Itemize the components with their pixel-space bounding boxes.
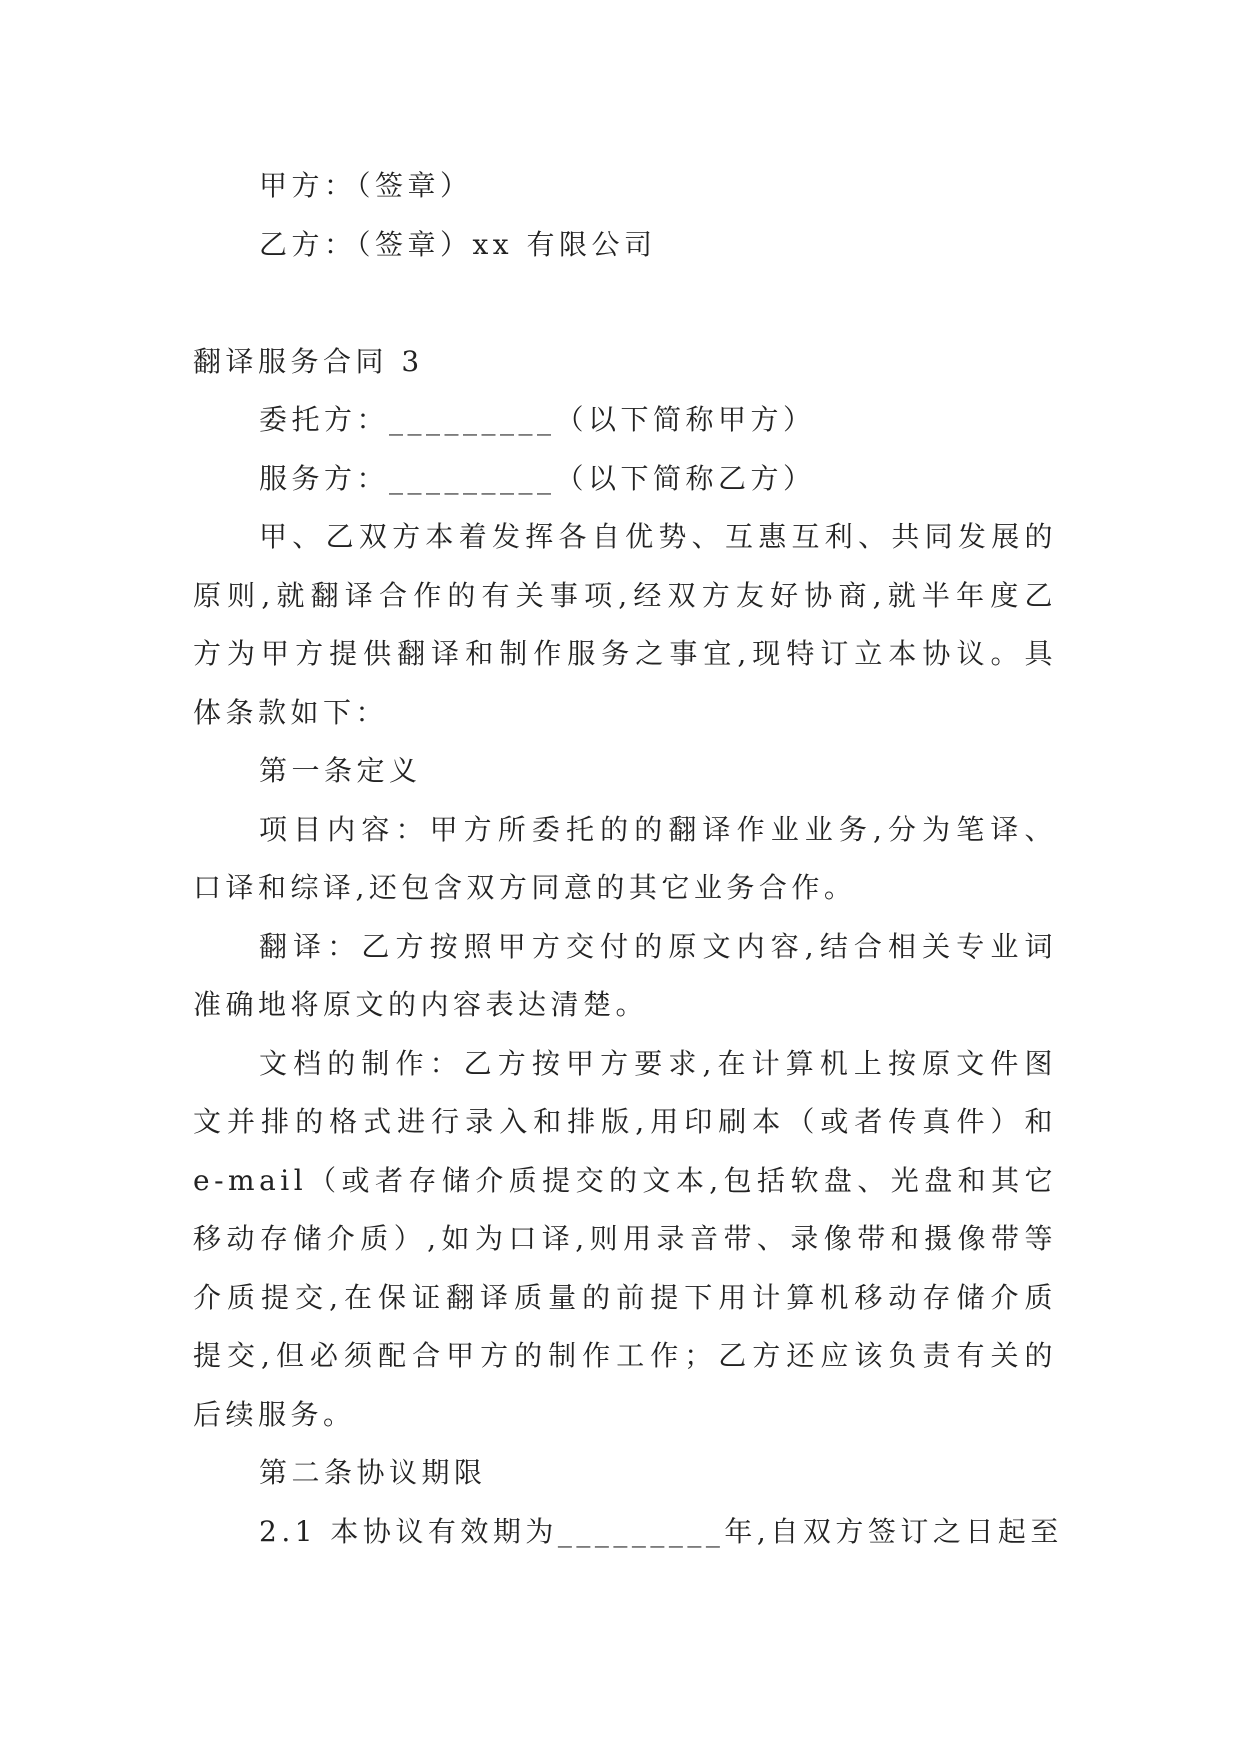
document-production-line: 后续服务。 xyxy=(193,1397,356,1431)
document-production-line: 文并排的格式进行录入和排版,用印刷本（或者传真件）和 xyxy=(193,1105,1057,1138)
blank-line xyxy=(193,274,1057,333)
project-content-line: 项目内容：甲方所委托的的翻译作业业务,分为笔译、 xyxy=(259,812,1057,846)
party-client-line: 委托方：_________（以下简称甲方） xyxy=(259,403,816,436)
preamble-line: 甲、乙双方本着发挥各自优势、互惠互利、共同发展的 xyxy=(259,520,1057,553)
article-1-heading: 第一条定义 xyxy=(259,754,422,787)
signature-party-b: 乙方：（签章）xx 有限公司 xyxy=(259,227,657,261)
translation-line: 准确地将原文的内容表达清楚。 xyxy=(193,988,649,1021)
article-2-heading: 第二条协议期限 xyxy=(259,1456,487,1489)
project-content-line: 口译和综译,还包含双方同意的其它业务合作。 xyxy=(193,871,857,904)
document-production-line: 介质提交,在保证翻译质量的前提下用计算机移动存储介质 xyxy=(193,1280,1057,1314)
preamble-line: 原则,就翻译合作的有关事项,经双方友好协商,就半年度乙 xyxy=(193,578,1057,612)
signature-party-a: 甲方：（签章） xyxy=(259,169,473,202)
document-production-line: 文档的制作：乙方按甲方要求,在计算机上按原文件图 xyxy=(259,1046,1057,1080)
contract-title: 翻译服务合同 3 xyxy=(193,344,424,378)
party-provider-line: 服务方：_________（以下简称乙方） xyxy=(259,461,816,495)
document-production-line: 移动存储介质）,如为口译,则用录音带、录像带和摄像带等 xyxy=(193,1222,1057,1255)
translation-line: 翻译：乙方按照甲方交付的原文内容,结合相关专业词 xyxy=(259,929,1057,963)
document-production-line: 提交,但必须配合甲方的制作工作；乙方还应该负责有关的 xyxy=(193,1339,1057,1372)
clause-2-1-line: 2.1 本协议有效期为_________年,自双方签订之日起至 xyxy=(259,1514,1063,1548)
preamble-line: 方为甲方提供翻译和制作服务之事宜,现特订立本协议。具 xyxy=(193,637,1057,670)
preamble-line: 体条款如下： xyxy=(193,695,389,729)
document-production-line: e-mail（或者存储介质提交的文本,包括软盘、光盘和其它 xyxy=(193,1163,1057,1197)
document-body xyxy=(193,157,1063,1561)
